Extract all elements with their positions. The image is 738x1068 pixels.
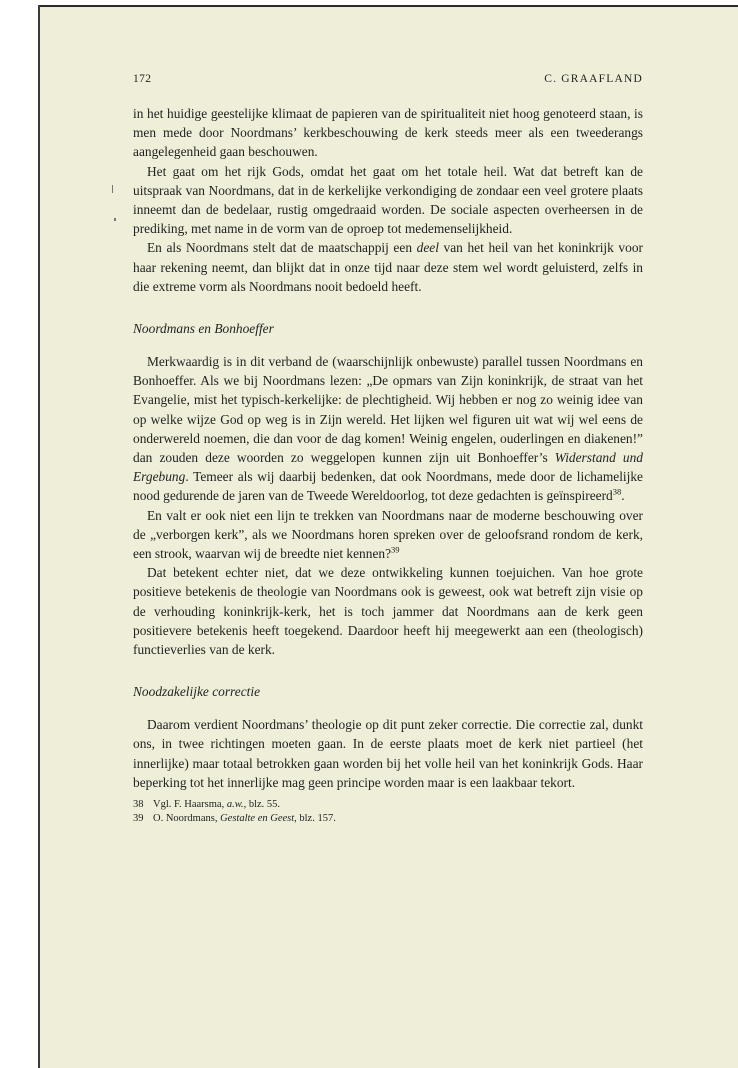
running-header <box>133 73 643 91</box>
book-title: Widerstand und Ergebung <box>133 450 643 485</box>
paragraph: Dat betekent echter niet, dat we deze ontwikkeling kunnen toejuichen. Van hoe grote positieve betekenis de theologie van Noordmans ook is geweest, ook wat betreft zijn visie op de verhouding koninkrijk-kerk, het is toch jammer dat Noordmans aan de kerk geen positievere betekenis heeft toegekend. Daardoor heeft hij meegewerkt aan een (theologisch) functieverlies van de kerk. <box>133 565 643 658</box>
footnote-number: 39 <box>133 813 144 825</box>
text-run: . <box>621 488 625 504</box>
text-run: , blz. 157. <box>294 813 336 825</box>
section-heading: Noordmans en Bonhoeffer <box>133 321 274 337</box>
emphasis: a.w. <box>226 799 244 811</box>
text-run: En valt er ook niet een lijn te trekken van Noordmans naar de moderne beschouwing over de „verborgen kerk”, als we Noordmans horen spreken over de geloofsrand rondom de kerk, een strook, waarvan wij de breedte niet kennen? <box>133 507 643 562</box>
text-run: . Temeer als wij daarbij bedenken, dat ook Noordmans, mede door de lichamelijke nood gedurende de jaren van de Tweede Wereldoorlog, tot deze gedachten is geïnspireerd <box>133 469 643 504</box>
emphasis: deel <box>416 240 439 256</box>
footnote-ref[interactable]: 38 <box>612 486 622 497</box>
running-author: C. GRAAFLAND <box>544 73 643 85</box>
footnote <box>133 798 643 812</box>
paragraph <box>133 506 643 564</box>
text-run: En als Noordmans stelt dat de maatschappij een <box>147 240 417 256</box>
text-run: Merkwaardig is in dit verband de (waarschijnlijk onbewuste) parallel tussen Noordmans en Bonhoeffer. Als we bij Noordmans lezen: „De opmars van Zijn koninkrijk, de straat van het Evangelie, mist het typisch-kerkelijke: de plechtigheid. Wij hebben er nog zo weinig idee van op welke wijze God op weg is in Zijn wereld. Het lijken wel figuren uit wat wij wel eens de onderwereld noemen, die dan voor de dag komen! Weinig engelen, ouderlingen en diakenen!” dan zouden deze woorden zo weggelopen kunnen zijn uit Bonhoeffer’s <box>133 354 643 466</box>
paragraph <box>133 238 643 296</box>
footnote-number: 38 <box>133 799 144 811</box>
book-title: Gestalte en Geest <box>220 813 295 825</box>
paragraph: Daarom verdient Noordmans’ theologie op dit punt zeker correctie. Die correctie zal, dunkt ons, in twee richtingen moeten gaan. In de eerste plaats moet de kerk niet partieel (het innerlijke) maar totaal betrokken gaan worden bij het volle heil van het koninkrijk Gods. Haar beperking tot het innerlijke mag geen principe worden maar is een laakbaar tekort. <box>133 717 643 790</box>
text-run: van het heil van het koninkrijk voor haar rekening neemt, dan blijkt dat in onze tijd naar deze stem wel wordt geluisterd, zelfs in die extreme vorm als Noordmans nooit bedoeld heeft. <box>133 240 643 294</box>
paragraph: Het gaat om het rijk Gods, omdat het gaat om het totale heil. Wat dat betreft kan de uitspraak van Noordmans, dat in de kerkelijke verkondiging de zondaar een veel grotere plaats inneemt dan de bedelaar, rustig omgedraaid worden. De sociale aspecten overheersen in de prediking, met name in de vorm van de oproep tot medemenselijkheid. <box>133 163 643 237</box>
body-text <box>133 104 643 826</box>
page-number: 172 <box>133 73 152 85</box>
text-run: O. Noordmans, <box>153 813 221 825</box>
paragraph: in het huidige geestelijke klimaat de papieren van de spiritualiteit niet hoog genoteerd staan, is men mede door Noordmans’ kerkbeschouwing de kerk steeds meer als een tweederangs aangelegenheid gaan beschouwen. <box>133 106 643 160</box>
paragraph <box>133 352 643 506</box>
text-run: Vgl. F. Haarsma, <box>153 799 227 811</box>
scan-left-edge <box>38 5 40 1068</box>
footnote-ref[interactable]: 39 <box>391 544 400 555</box>
scan-top-edge <box>38 5 738 7</box>
section-heading: Noodzakelijke correctie <box>133 684 261 700</box>
margin-mark <box>112 185 113 193</box>
margin-mark <box>114 218 116 221</box>
footnotes <box>133 798 643 826</box>
text-run: , blz. 55. <box>243 799 281 811</box>
footnote <box>133 812 643 826</box>
